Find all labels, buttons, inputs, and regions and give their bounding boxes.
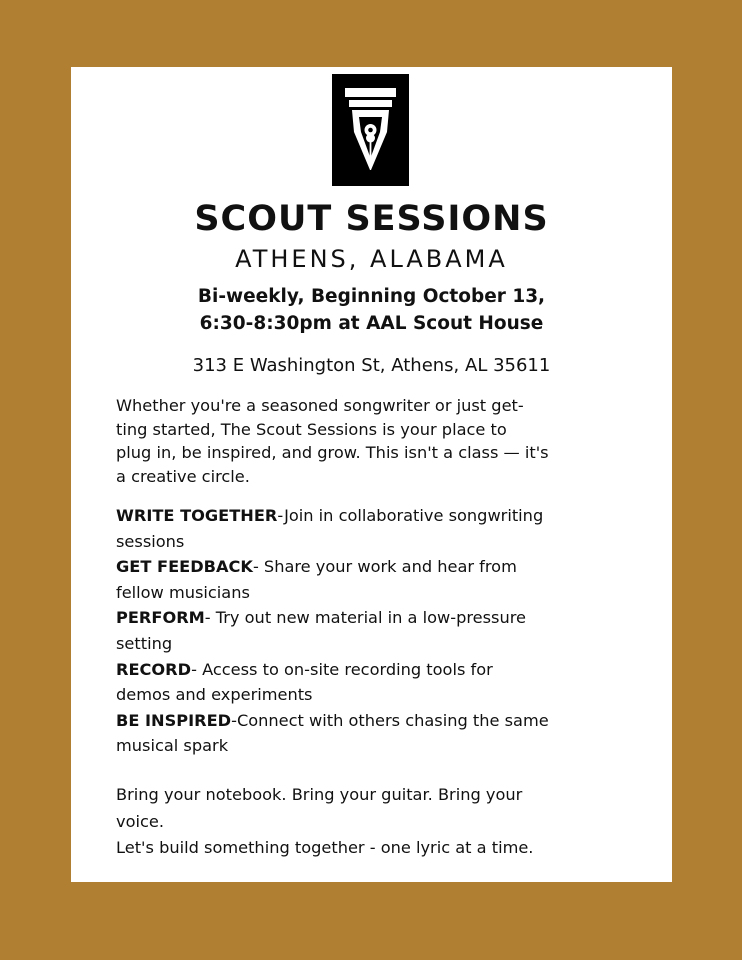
schedule-line: 6:30-8:30pm at AAL Scout House [199,313,544,334]
feature-name: GET FEEDBACK [116,557,253,577]
feature-list [116,503,631,759]
logo [332,74,409,186]
feature-item [116,605,631,631]
feature-name: PERFORM [116,608,205,628]
location-subtitle: ATHENS, ALABAMA [235,245,508,273]
feature-item [116,708,631,734]
feature-name: BE INSPIRED [116,710,232,730]
flyer-card [71,67,672,882]
closing-line: Let's build something together - one lyric at a time. [116,838,534,857]
closing-line: voice. [116,811,164,831]
feature-name: RECORD [116,659,192,679]
feature-description: - Access to on-site recording tools for [191,659,493,679]
intro-line: ting started, The Scout Sessions is your place to [116,419,507,439]
schedule-line: Bi-weekly, Beginning October 13, [197,286,546,307]
fountain-pen-nib-icon [332,74,409,186]
feature-description: - Try out new material in a low-pressure [204,608,526,628]
closing-line: Bring your notebook. Bring your guitar. Bring your [116,785,523,804]
address: 313 E Washington St, Athens, AL 35611 [192,355,551,376]
feature-description-cont: sessions [116,531,185,551]
intro-line: a creative circle. [116,467,250,487]
schedule-info [71,283,672,337]
page-title: SCOUT SESSIONS [194,199,549,239]
intro-line: plug in, be inspired, and grow. This isn't a class — it's [116,443,549,463]
feature-item [116,503,631,529]
feature-name: WRITE TOGETHER [116,506,278,525]
feature-description-cont: setting [116,633,173,653]
feature-item [116,554,631,580]
feature-description: - Share your work and hear from [252,557,517,577]
feature-description-cont: musical spark [116,736,229,756]
feature-description-cont: fellow musicians [116,582,250,602]
feature-description-cont: demos and experiments [116,685,313,705]
feature-item [116,657,631,683]
feature-description: -Connect with others chasing the same [231,710,549,730]
feature-description: -Join in collaborative songwriting [277,506,544,525]
intro-line: Whether you're a seasoned songwriter or just get- [116,396,524,415]
intro-paragraph [116,394,631,489]
closing-paragraph [116,782,646,862]
